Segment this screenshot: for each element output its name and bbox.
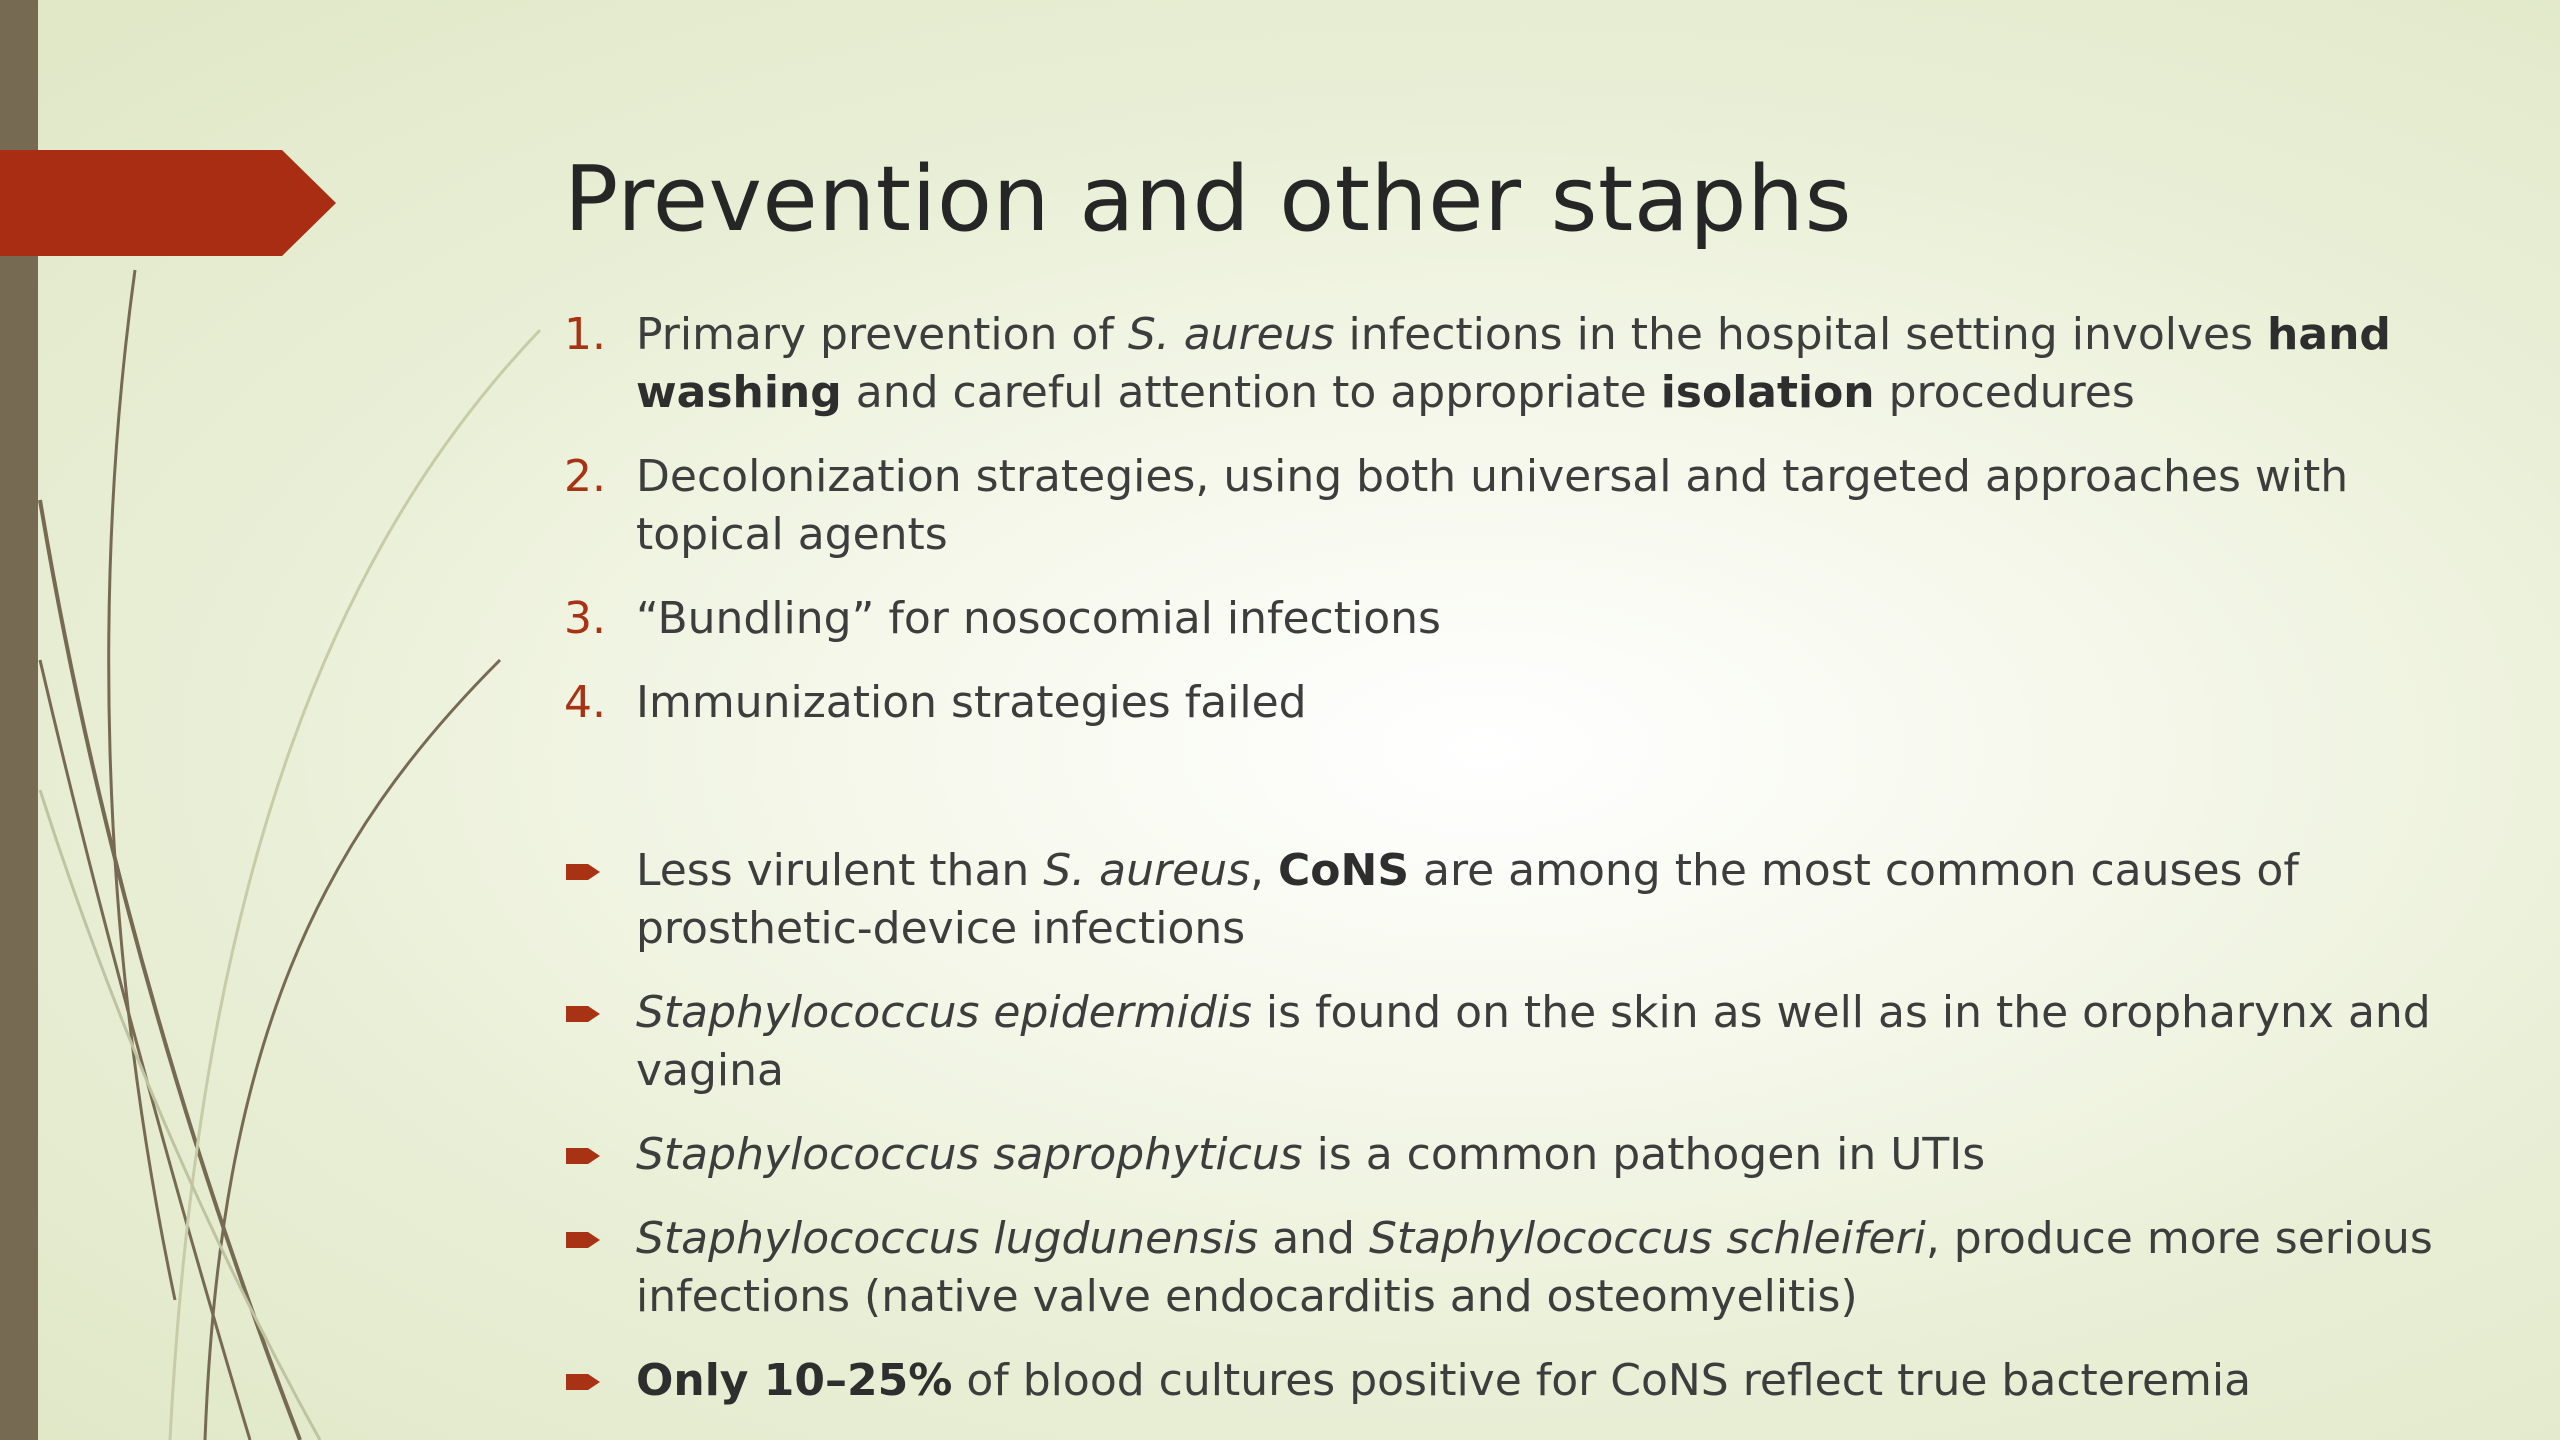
numbered-item <box>564 674 2464 732</box>
title-arrow-shape <box>0 150 336 256</box>
bullet-item <box>564 1210 2464 1326</box>
item-number: 2. <box>564 451 606 502</box>
bullet-item <box>564 1352 2464 1410</box>
text-run: Staphylococcus schleiferi <box>1368 1213 1926 1264</box>
item-number: 4. <box>564 677 606 728</box>
text-run: , produce more serious infections (native valve endocarditis and osteomyelitis) <box>636 1213 2433 1322</box>
text-run: Immunization strategies failed <box>636 677 1307 728</box>
numbered-item <box>564 306 2464 422</box>
text-run: Staphylococcus lugdunensis <box>636 1213 1259 1264</box>
text-run: infections in the hospital setting involves <box>1334 309 2268 360</box>
text-run: and <box>1258 1213 1369 1264</box>
text-run: isolation <box>1660 367 1875 418</box>
bullet-item <box>564 1126 2464 1184</box>
text-run: of blood cultures positive for CoNS reflect true bacteremia <box>952 1355 2252 1406</box>
item-number: 3. <box>564 593 606 644</box>
arrow-bullet-icon <box>566 1004 600 1024</box>
slide-body <box>564 306 2464 1436</box>
text-run: Primary prevention of <box>636 309 1128 360</box>
text-run: “Bundling” for nosocomial infections <box>636 593 1441 644</box>
numbered-item <box>564 448 2464 564</box>
bullet-item <box>564 984 2464 1100</box>
text-run: is found on the skin as well as in the oropharynx and vagina <box>636 987 2431 1096</box>
text-run: is a common pathogen in UTIs <box>1302 1129 1986 1180</box>
text-run: Only 10–25% <box>636 1355 953 1406</box>
arrow-bullet-icon <box>566 1146 600 1166</box>
text-run: Staphylococcus saprophyticus <box>636 1129 1303 1180</box>
text-run: Decolonization strategies, using both universal and targeted approaches with topical agents <box>636 451 2349 560</box>
text-run: , <box>1250 845 1278 896</box>
arrow-bullet-icon <box>566 1230 600 1250</box>
text-run: and careful attention to appropriate <box>841 367 1661 418</box>
text-run: S. aureus <box>1043 845 1251 896</box>
bullet-item <box>564 842 2464 958</box>
slide-title: Prevention and other staphs <box>564 147 1852 252</box>
text-run: S. aureus <box>1127 309 1335 360</box>
text-run: CoNS <box>1278 845 1410 896</box>
text-run: hand washing <box>636 309 2391 418</box>
numbered-list <box>564 306 2464 732</box>
text-run: Staphylococcus epidermidis <box>636 987 1252 1038</box>
item-number: 1. <box>564 309 606 360</box>
text-run: Less virulent than <box>636 845 1044 896</box>
text-run: procedures <box>1874 367 2135 418</box>
arrow-bullet-icon <box>566 862 600 882</box>
bullet-list <box>564 842 2464 1410</box>
text-run: are among the most common causes of prosthetic-device infections <box>636 845 2299 954</box>
numbered-item <box>564 590 2464 648</box>
arrow-bullet-icon <box>566 1372 600 1392</box>
